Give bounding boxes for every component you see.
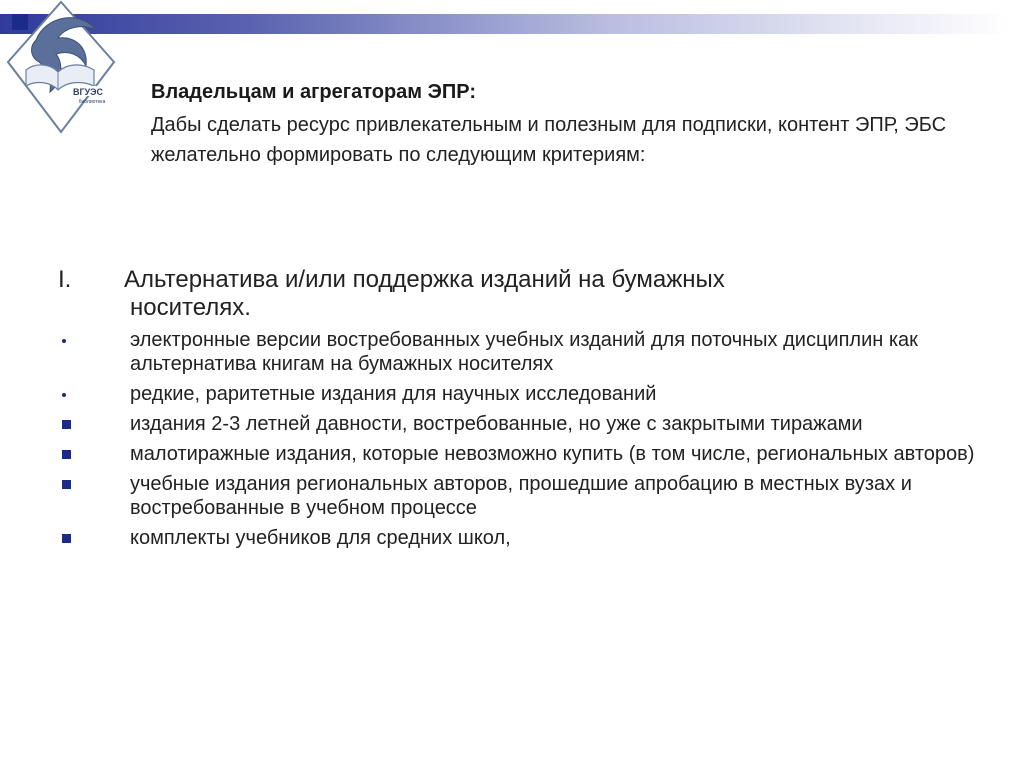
- section-heading-text: [124, 266, 958, 322]
- bullet-dot-icon: [58, 382, 78, 406]
- slide-title: Владельцам и агрегаторам ЭПР:: [151, 81, 476, 103]
- list-item: [58, 472, 978, 520]
- logo-text: ВГУЭС: [73, 87, 103, 97]
- slide-header: [151, 78, 991, 170]
- bullet-square-icon: [58, 412, 78, 436]
- bullet-dot-icon: [58, 328, 78, 352]
- list-item: [58, 328, 978, 376]
- criteria-list: [58, 328, 978, 556]
- list-item-text: комплекты учебников для средних школ,: [130, 527, 511, 549]
- university-logo: [6, 0, 116, 134]
- bullet-square-icon: [58, 442, 78, 466]
- bullet-square-icon: [58, 472, 78, 496]
- list-item-text: малотиражные издания, которые невозможно купить (в том числе, региональных авторов): [130, 443, 975, 465]
- list-item-text: учебные издания региональных авторов, прошедшие апробацию в местных вузах и востребованные в учебном процессе: [130, 473, 912, 519]
- slide-intro: Дабы сделать ресурс привлекательным и полезным для подписки, контент ЭПР, ЭБС желательно формировать по следующим критериям:: [151, 114, 947, 166]
- list-item-text: редкие, раритетные издания для научных исследований: [130, 383, 657, 405]
- section-heading: [58, 266, 958, 322]
- list-item: [58, 442, 978, 466]
- logo-subtext: библиотека: [78, 99, 106, 105]
- list-item: [58, 382, 978, 406]
- header-gradient-band: [0, 14, 1010, 34]
- section-heading-line2: носителях.: [130, 294, 251, 321]
- bullet-square-icon: [58, 526, 78, 550]
- list-item: [58, 526, 978, 550]
- section-number: I.: [58, 266, 72, 293]
- section-heading-line1: Альтернатива и/или поддержка изданий на бумажных: [124, 266, 725, 293]
- list-item: [58, 412, 978, 436]
- list-item-text: издания 2-3 летней давности, востребованные, но уже с закрытыми тиражами: [130, 413, 863, 435]
- list-item-text: электронные версии востребованных учебных изданий для поточных дисциплин как альтернатива книгам на бумажных носителях: [130, 329, 918, 375]
